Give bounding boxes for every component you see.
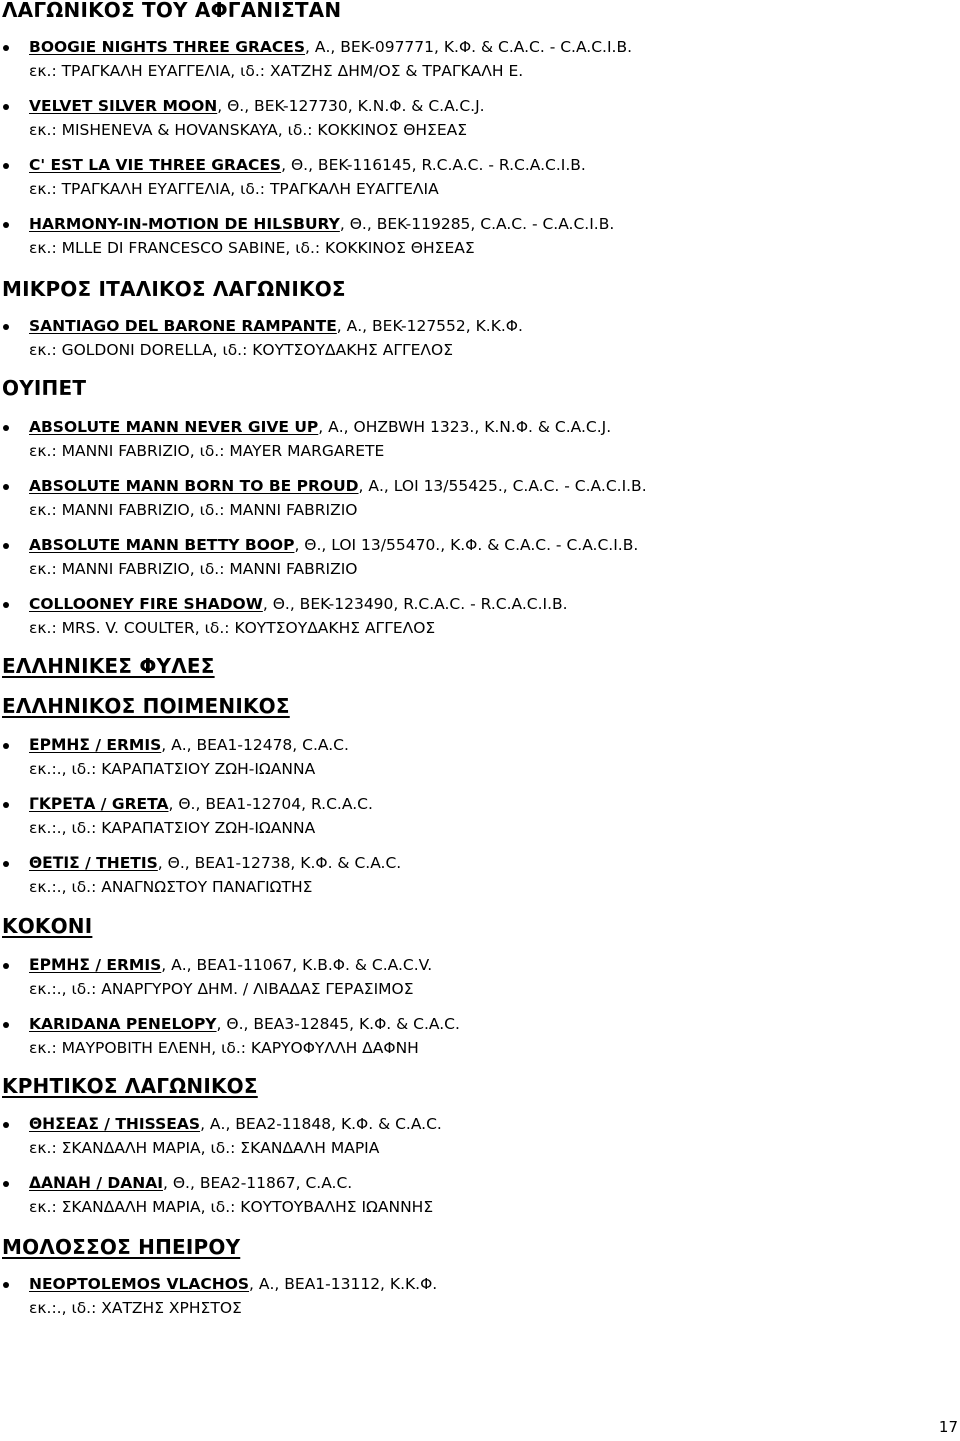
section-heading: ΕΛΛΗΝΙΚΟΣ ΠΟΙΜΕΝΙΚΟΣ [2, 694, 290, 718]
bullet-icon [3, 222, 9, 228]
bullet-icon [3, 324, 9, 330]
dog-name: NEOPTOLEMOS VLACHOS [29, 1275, 250, 1293]
dog-details: , Θ., BEA2-11867, C.A.C. [162, 1174, 353, 1192]
bullet-icon [3, 163, 9, 169]
dog-details: , Θ., BEA3-12845, Κ.Φ. & C.A.C. [216, 1015, 460, 1033]
owner-breeder-line: εκ.: ΣΚΑΝΔΑΛΗ ΜΑΡΙΑ, ιδ.: ΚΟΥΤΟΥΒΑΛΗΣ ΙΩΑΝΝΗΣ [29, 1198, 434, 1216]
dog-name: HARMONY-IN-MOTION DE HILSBURY [29, 215, 340, 233]
dog-name: ABSOLUTE MANN BETTY BOOP [29, 536, 295, 554]
dog-name: ΕΡΜΗΣ / ERMIS [29, 736, 162, 754]
owner-breeder-line: εκ.: ΣΚΑΝΔΑΛΗ ΜΑΡΙΑ, ιδ.: ΣΚΑΝΔΑΛΗ ΜΑΡΙΑ [29, 1139, 380, 1157]
dog-name: ABSOLUTE MANN NEVER GIVE UP [29, 418, 319, 436]
bullet-icon [3, 104, 9, 110]
owner-breeder-line: εκ.:., ιδ.: ΚΑΡΑΠΑΤΣΙΟΥ ΖΩΗ-ΙΩΑΝΝΑ [29, 819, 316, 837]
owner-breeder-line: εκ.: MRS. V. COULTER, ιδ.: ΚΟΥΤΣΟΥΔΑΚΗΣ ΑΓΓΕΛΟΣ [29, 619, 436, 637]
page-number: 17 [938, 1418, 958, 1436]
dog-name: BOOGIE NIGHTS THREE GRACES [29, 38, 306, 56]
owner-breeder-line: εκ.: ΜΑΥΡΟΒΙΤΗ ΕΛΕΝΗ, ιδ.: ΚΑΡΥΟΦΥΛΛΗ ΔΑΦΝΗ [29, 1039, 419, 1057]
bullet-icon [3, 963, 9, 969]
dog-details: , Α., BEK-127552, Κ.Κ.Φ. [336, 317, 523, 335]
dog-details: , Θ., LOI 13/55470., Κ.Φ. & C.A.C. - C.A.C.I.B. [294, 536, 639, 554]
dog-name: ΔΑΝΑΗ / DANAI [29, 1174, 163, 1192]
dog-name: ΕΡΜΗΣ / ERMIS [29, 956, 162, 974]
section-heading: ΚΟΚΟΝΙ [2, 914, 93, 938]
dog-details: , Α., BEA1-11067, Κ.Β.Φ. & C.A.C.V. [161, 956, 433, 974]
owner-breeder-line: εκ.:., ιδ.: ΑΝΑΡΓΥΡΟΥ ΔΗΜ. / ΛΙΒΑΔΑΣ ΓΕΡΑΣΙΜΟΣ [29, 980, 414, 998]
dog-details: , Θ., BEA1-12704, R.C.A.C. [168, 795, 373, 813]
dog-details: , Α., LOI 13/55425., C.A.C. - C.A.C.I.B. [358, 477, 647, 495]
bullet-icon [3, 743, 9, 749]
dog-details: , Θ., BEA1-12738, Κ.Φ. & C.A.C. [157, 854, 402, 872]
section-heading: ΚΡΗΤΙΚΟΣ ΛΑΓΩΝΙΚΟΣ [2, 1074, 258, 1098]
dog-name: KARIDANA PENELOPY [29, 1015, 217, 1033]
dog-details: , Α., BEA2-11848, Κ.Φ. & C.A.C. [200, 1115, 442, 1133]
dog-name: COLLOONEY FIRE SHADOW [29, 595, 263, 613]
dog-details: , Θ., BEK-119285, C.A.C. - C.A.C.I.B. [339, 215, 615, 233]
owner-breeder-line: εκ.: MANNI FABRIZIO, ιδ.: MAYER MARGARETE [29, 442, 385, 460]
owner-breeder-line: εκ.: MANNI FABRIZIO, ιδ.: MANNI FABRIZIO [29, 501, 358, 519]
section-heading: ΜΟΛΟΣΣΟΣ ΗΠΕΙΡΟΥ [2, 1235, 241, 1259]
dog-details: , Α., BEA1-13112, Κ.Κ.Φ. [249, 1275, 438, 1293]
section-heading: ΛΑΓΩΝΙΚΟΣ ΤΟΥ ΑΦΓΑΝΙΣΤΑΝ [2, 0, 342, 22]
bullet-icon [3, 1181, 9, 1187]
owner-breeder-line: εκ.: GOLDONI DORELLA, ιδ.: ΚΟΥΤΣΟΥΔΑΚΗΣ ΑΓΓΕΛΟΣ [29, 341, 454, 359]
owner-breeder-line: εκ.: MANNI FABRIZIO, ιδ.: MANNI FABRIZIO [29, 560, 358, 578]
owner-breeder-line: εκ.:., ιδ.: ΧΑΤΖΗΣ ΧΡΗΣΤΟΣ [29, 1299, 242, 1317]
dog-details: , Α., BEA1-12478, C.A.C. [161, 736, 349, 754]
dog-name: ABSOLUTE MANN BORN TO BE PROUD [29, 477, 359, 495]
bullet-icon [3, 484, 9, 490]
dog-name: ΘΗΣΕΑΣ / THISSEAS [29, 1115, 201, 1133]
owner-breeder-line: εκ.:., ιδ.: ΚΑΡΑΠΑΤΣΙΟΥ ΖΩΗ-ΙΩΑΝΝΑ [29, 760, 316, 778]
dog-details: , Θ., BEK-127730, Κ.Ν.Φ. & C.A.C.J. [217, 97, 485, 115]
owner-breeder-line: εκ.: MLLE DI FRANCESCO SABINE, ιδ.: ΚΟΚΚΙΝΟΣ ΘΗΣΕΑΣ [29, 239, 475, 257]
dog-details: , Α., OHZBWH 1323., Κ.Ν.Φ. & C.A.C.J. [318, 418, 612, 436]
section-heading: ΜΙΚΡΟΣ ΙΤΑΛΙΚΟΣ ΛΑΓΩΝΙΚΟΣ [2, 277, 346, 301]
bullet-icon [3, 425, 9, 431]
section-heading: ΕΛΛΗΝΙΚΕΣ ΦΥΛΕΣ [2, 654, 215, 678]
bullet-icon [3, 1022, 9, 1028]
dog-name: SANTIAGO DEL BARONE RAMPANTE [29, 317, 337, 335]
owner-breeder-line: εκ.:., ιδ.: ΑΝΑΓΝΩΣΤΟΥ ΠΑΝΑΓΙΩΤΗΣ [29, 878, 313, 896]
dog-details: , Α., BEK-097771, Κ.Φ. & C.A.C. - C.A.C.I.B. [305, 38, 633, 56]
dog-name: VELVET SILVER MOON [29, 97, 218, 115]
dog-name: ΘΕΤΙΣ / THETIS [29, 854, 158, 872]
owner-breeder-line: εκ.: ΤΡΑΓΚΑΛΗ ΕΥΑΓΓΕΛΙΑ, ιδ.: ΧΑΤΖΗΣ ΔΗΜ/ΟΣ & ΤΡΑΓΚΑΛΗ Ε. [29, 62, 524, 80]
bullet-icon [3, 45, 9, 51]
bullet-icon [3, 861, 9, 867]
owner-breeder-line: εκ.: MISHENEVA & HOVANSKAYA, ιδ.: ΚΟΚΚΙΝΟΣ ΘΗΣΕΑΣ [29, 121, 468, 139]
owner-breeder-line: εκ.: ΤΡΑΓΚΑΛΗ ΕΥΑΓΓΕΛΙΑ, ιδ.: ΤΡΑΓΚΑΛΗ ΕΥΑΓΓΕΛΙΑ [29, 180, 439, 198]
dog-name: C' EST LA VIE THREE GRACES [29, 156, 282, 174]
dog-name: ΓΚΡΕΤΑ / GRETA [29, 795, 169, 813]
bullet-icon [3, 602, 9, 608]
section-heading: ΟΥΙΠΕΤ [2, 376, 87, 400]
bullet-icon [3, 1122, 9, 1128]
bullet-icon [3, 1282, 9, 1288]
dog-details: , Θ., BEK-123490, R.C.A.C. - R.C.A.C.I.B. [262, 595, 568, 613]
dog-details: , Θ., BEK-116145, R.C.A.C. - R.C.A.C.I.B. [281, 156, 586, 174]
bullet-icon [3, 543, 9, 549]
bullet-icon [3, 802, 9, 808]
